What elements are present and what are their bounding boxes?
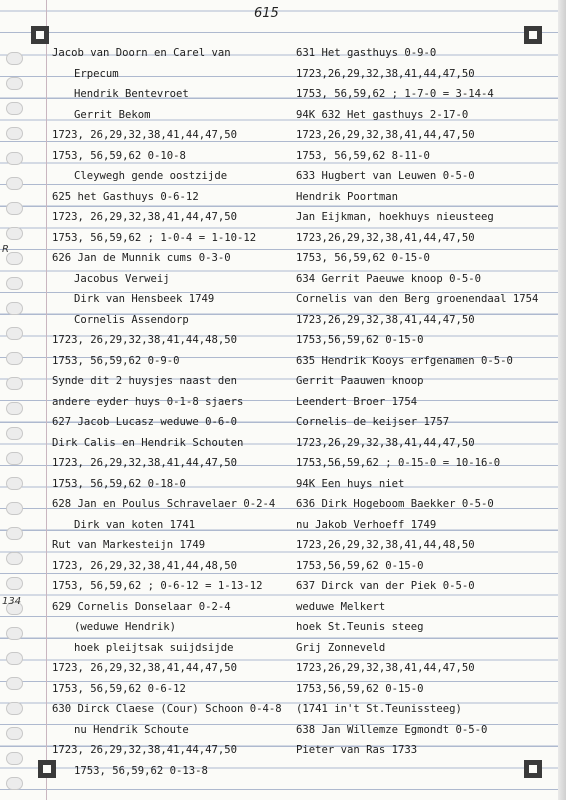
ledger-line: Jacobus Verweij [74,272,170,285]
ledger-line: 1753, 56,59,62 0-15-0 [296,252,430,264]
ledger-line: 1723, 26,29,32,38,41,44,47,50 [52,211,237,223]
binder-hole [6,577,23,590]
ledger-line: Dirk van koten 1741 [74,518,196,531]
ledger-line: Leendert Broer 1754 [296,395,418,408]
ledger-line: 1723,26,29,32,38,41,44,47,50 [296,67,475,80]
ledger-line: 1753, 56,59,62 0-18-0 [52,477,186,490]
ledger-line: 1753, 56,59,62 0-10-8 [52,149,186,162]
binder-hole [6,227,23,240]
ledger-line: Hendrik Bentevroet [74,88,189,100]
ledger-line: Rut van Markesteijn 1749 [52,539,206,551]
binder-hole [6,102,23,115]
ledger-line: 1753, 56,59,62 0-9-0 [52,354,180,367]
binder-hole [6,177,23,190]
ledger-line: (weduwe Hendrik) [74,621,177,633]
binder-hole [6,652,23,665]
ledger-line: 1753, 56,59,62 ; 1-0-4 = 1-10-12 [52,231,257,244]
binder-hole [6,777,23,790]
ledger-line: Cornelis Assendorp [74,313,189,326]
ledger-line: 94K 632 Het gasthuys 2-17-0 [296,108,469,121]
binder-hole [6,627,23,640]
ledger-line: Jan Eijkman, hoekhuys nieusteeg [296,211,494,223]
ledger-line: 1723, 26,29,32,38,41,44,47,50 [52,129,237,141]
ledger-line: 627 Jacob Lucasz weduwe 0-6-0 [52,416,237,428]
ledger-line: Synde dit 2 huysjes naast den [52,375,237,387]
binder-hole [6,352,23,365]
ledger-line: 633 Hugbert van Leuwen 0-5-0 [296,170,475,182]
margin-line [46,0,47,800]
binder-hole [6,527,23,540]
ledger-line: 1723,26,29,32,38,41,44,47,50 [296,313,475,326]
ledger-line: Gerrit Paauwen knoop [296,375,424,387]
binder-hole [6,552,23,565]
binder-hole [6,402,23,415]
ledger-line: hoek St.Teunis steeg [296,621,424,633]
corner-marker-icon [38,760,56,778]
binder-hole [6,427,23,440]
ledger-line: 635 Hendrik Kooys erfgenamen 0-5-0 [296,354,513,367]
page-edge [558,0,566,800]
ledger-line: 1753,56,59,62 ; 0-15-0 = 10-16-0 [296,457,501,469]
corner-marker-icon [524,26,542,44]
margin-note: 134 [2,596,22,607]
ledger-line: 1723,26,29,32,38,41,44,47,50 [296,436,475,449]
ledger-line: Cornelis de keijser 1757 [296,416,450,428]
binder-hole [6,452,23,465]
binder-hole [6,77,23,90]
ledger-line: 1723, 26,29,32,38,41,44,48,50 [52,559,237,572]
ledger-line: 628 Jan en Poulus Schravelaer 0-2-4 [52,498,276,510]
ledger-line: 1723,26,29,32,38,41,44,47,50 [296,662,475,674]
ledger-line: 626 Jan de Munnik cums 0-3-0 [52,252,231,264]
page-number: 615 [254,6,279,21]
binder-hole [6,327,23,340]
ledger-line: 94K Een huys niet [296,477,405,490]
ledger-line: 634 Gerrit Paeuwe knoop 0-5-0 [296,272,481,285]
ledger-line: weduwe Melkert [296,600,386,613]
ledger-line: Erpecum [74,67,119,80]
ledger-line: 1753, 56,59,62 0-6-12 [52,682,186,695]
ledger-line: Dirk Calis en Hendrik Schouten [52,436,244,449]
ledger-line: Dirk van Hensbeek 1749 [74,293,215,305]
ledger-line: 1753, 56,59,62 ; 0-6-12 = 1-13-12 [52,580,263,592]
ledger-line: 1723, 26,29,32,38,41,44,47,50 [52,744,237,756]
ledger-line: 1753,56,59,62 0-15-0 [296,682,424,695]
binder-hole [6,377,23,390]
binder-hole [6,752,23,765]
binder-hole [6,127,23,140]
binder-hole [6,202,23,215]
binder-hole [6,502,23,515]
binder-hole [6,477,23,490]
ledger-line: 1753, 56,59,62 ; 1-7-0 = 3-14-4 [296,88,494,100]
binder-hole [6,52,23,65]
ledger-line: Gerrit Bekom [74,108,151,121]
ledger-line: Cleywegh gende oostzijde [74,170,228,182]
margin-note: R [2,244,9,255]
ledger-line: 629 Cornelis Donselaar 0-2-4 [52,600,231,613]
ledger-line: 637 Dirck van der Piek 0-5-0 [296,580,475,592]
binder-hole [6,302,23,315]
ledger-line: (1741 in't St.Teunissteeg) [296,703,462,715]
ledger-line: 636 Dirk Hogeboom Baekker 0-5-0 [296,498,494,510]
ledger-line: 1723, 26,29,32,38,41,44,48,50 [52,334,237,346]
ledger-line: 625 het Gasthuys 0-6-12 [52,190,199,203]
ledger-line: 1723, 26,29,32,38,41,44,47,50 [52,457,237,469]
ledger-line: 1753,56,59,62 0-15-0 [296,334,424,346]
ledger-line: 1753, 56,59,62 8-11-0 [296,149,430,162]
binder-hole [6,727,23,740]
ledger-line: 1723,26,29,32,38,41,44,48,50 [296,539,475,551]
ledger-line: 630 Dirck Claese (Cour) Schoon 0-4-8 [52,703,282,715]
ledger-line: 1753,56,59,62 0-15-0 [296,559,424,572]
ledger-line: 1753, 56,59,62 0-13-8 [74,764,208,777]
ledger-line: hoek pleijtsak suijdsijde [74,641,234,654]
binder-hole [6,152,23,165]
ledger-line: Pieter van Ras 1733 [296,744,418,756]
ledger-line: nu Jakob Verhoeff 1749 [296,518,437,531]
ledger-line: andere eyder huys 0-1-8 sjaers [52,395,244,408]
ledger-line: Jacob van Doorn en Carel van [52,47,231,59]
ledger-line: 631 Het gasthuys 0-9-0 [296,47,437,59]
ledger-line: Hendrik Poortman [296,190,399,203]
ledger-line: 638 Jan Willemze Egmondt 0-5-0 [296,723,488,736]
corner-marker-icon [524,760,542,778]
binder-hole [6,702,23,715]
binder-hole [6,277,23,290]
ledger-line: Grij Zonneveld [296,641,386,654]
ledger-line: 1723, 26,29,32,38,41,44,47,50 [52,662,237,674]
ledger-line: Cornelis van den Berg groenendaal 1754 [296,293,539,305]
ledger-line: 1723,26,29,32,38,41,44,47,50 [296,129,475,141]
binder-hole [6,677,23,690]
ledger-line: 1723,26,29,32,38,41,44,47,50 [296,231,475,244]
ledger-line: nu Hendrik Schoute [74,723,189,736]
corner-marker-icon [31,26,49,44]
